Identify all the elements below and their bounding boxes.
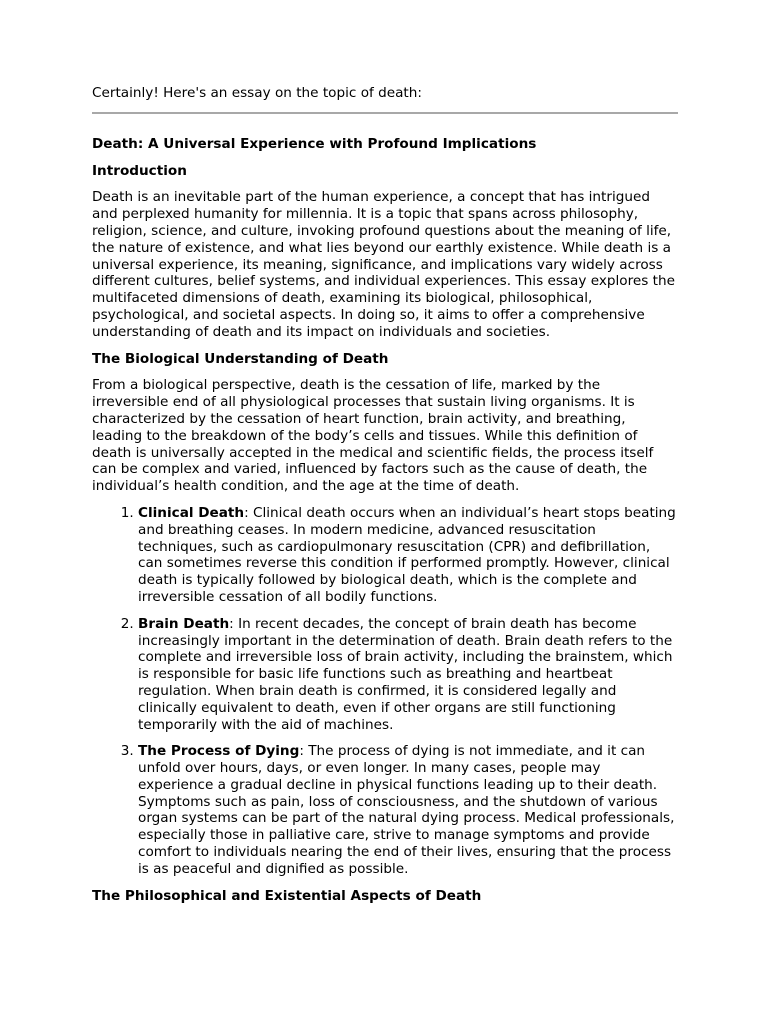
list-item xyxy=(138,743,678,877)
list-item-term: Clinical Death xyxy=(138,504,245,521)
list-item-term: The Process of Dying xyxy=(138,743,300,760)
list-item-text: : Clinical death occurs when an individual’s heart stops beating and breathing ceases. In modern medicine, advanced resuscitation techniques, such as cardiopulmonary resuscitation (CPR) and defibrillation, can sometimes reverse this condition if performed promptly. However, clinical death is typically followed by biological death, which is the complete and irreversible cessation of all bodily functions. xyxy=(138,504,676,605)
list-item-term: Brain Death xyxy=(138,615,230,632)
heading-biological: The Biological Understanding of Death xyxy=(92,350,389,367)
paragraph-biological: From a biological perspective, death is the cessation of life, marked by the irreversible end of all physiological processes that sustain living organisms. It is characterized by the cessation of heart function, brain activity, and breathing, leading to the breakdown of the body’s cells and tissues. While this definition of death is universally accepted in the medical and scientific fields, the process itself can be complex and varied, influenced by factors such as the cause of death, the individual’s health condition, and the age at the time of death. xyxy=(92,377,654,495)
list-item-text: : The process of dying is not immediate, and it can unfold over hours, days, or even longer. In many cases, people may experience a gradual decline in physical functions leading up to their death. Symptoms such as pain, loss of consciousness, and the shutdown of various organ systems can be part of the natural dying process. Medical professionals, especially those in palliative care, strive to manage symptoms and provide comfort to individuals nearing the end of their lives, ensuring that the process is as peaceful and dignified as possible. xyxy=(138,743,675,877)
list-item xyxy=(138,616,678,734)
heading-introduction: Introduction xyxy=(92,162,187,179)
list-item xyxy=(138,505,678,606)
document-content xyxy=(92,85,678,914)
paragraph-introduction: Death is an inevitable part of the human experience, a concept that has intrigued and perplexed humanity for millennia. It is a topic that spans across philosophy, religion, science, and culture, invoking profound questions about the meaning of life, the nature of existence, and what lies beyond our earthly existence. While death is a universal experience, its meaning, significance, and implications vary widely across different cultures, belief systems, and individual experiences. This essay explores the multifaceted dimensions of death, examining its biological, philosophical, psychological, and societal aspects. In doing so, it aims to offer a comprehensive understanding of death and its impact on individuals and societies. xyxy=(92,189,675,340)
biological-list xyxy=(92,505,678,878)
essay-title: Death: A Universal Experience with Profound Implications xyxy=(92,135,537,152)
preface-text: Certainly! Here's an essay on the topic of death: xyxy=(92,85,422,101)
heading-philosophical: The Philosophical and Existential Aspects of Death xyxy=(92,887,482,904)
list-item-text: : In recent decades, the concept of brain death has become increasingly important in the determination of death. Brain death refers to the complete and irreversible loss of brain activity, including the brainstem, which is responsible for basic life functions such as breathing and heartbeat regulation. When brain death is confirmed, it is considered legally and clinically equivalent to death, even if other organs are still functioning temporarily with the aid of machines. xyxy=(138,615,673,733)
horizontal-divider xyxy=(92,112,678,114)
